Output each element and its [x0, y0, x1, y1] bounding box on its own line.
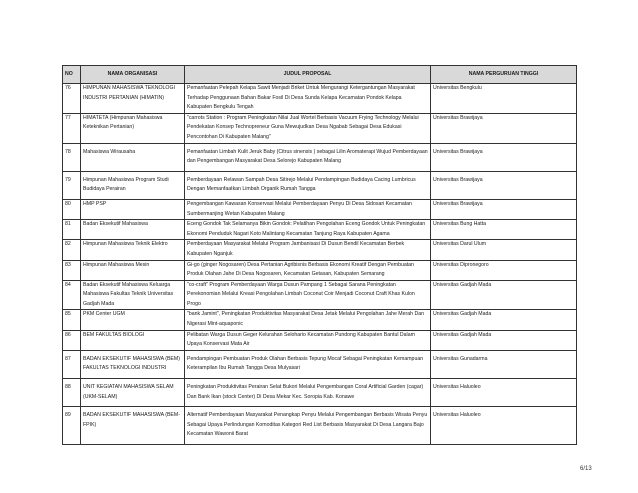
organization-name: BADAN EKSEKUTIF MAHASISWA (BEM-FPIK): [81, 407, 185, 445]
organization-name: UNIT KEGIATAN MAHASISWA SELAM (UKM-SELAM): [81, 379, 185, 407]
proposal-title: Pelibatan Warga Dusun Geger Kelurahan Selohario Kecamatan Pundong Kabupaten Bantul Dalam Upaya Konservasi Mata Air: [185, 330, 431, 350]
organization-name: PKM Center UGM: [81, 310, 185, 330]
university-name: Universitas Brawijaya: [431, 171, 577, 199]
university-name: Universitas Brawijaya: [431, 199, 577, 219]
row-number: 85: [63, 310, 81, 330]
proposal-title: Pendampingan Pembuatan Produk Olahan Berbasis Tepung Mocaf Sebagai Peningkatan Kemampuan Keterampilan Ibu Rumah Tangga Desa Mulyasari: [185, 350, 431, 378]
row-number: 82: [63, 240, 81, 260]
university-name: Universitas Bung Hatta: [431, 220, 577, 240]
table-row: [63, 199, 577, 219]
proposal-title: Alternatif Pemberdayaan Masyarakat Penangkap Penyu Melalui Pengembangan Berbasis Wisata Penyu Sebagai Upaya Perlindungan Komoditas Kategori Red List Berbasis Masyarakat Di Desa Langara Bajo Kecamatan Wawonii Barat: [185, 407, 431, 445]
row-number: 88: [63, 379, 81, 407]
university-name: Universitas Bengkulu: [431, 84, 577, 114]
proposal-title: "co-craft" Program Pemberdayaan Warga Dusun Pampang 1 Sebagai Sarana Peningkatan Perekonomian Melalui Kreasi Pengolahan Limbah Coconut Coir Menjadi Coconut Craft Khas Kulon Progo: [185, 280, 431, 310]
organization-name: HIMATETA (Himpunan Mahasiswa Keteknikan Pertanian): [81, 113, 185, 143]
university-name: Universitas Darul Ulum: [431, 240, 577, 260]
header-title: JUDUL PROPOSAL: [185, 66, 431, 84]
organization-name: Mahasiswa Wirausaha: [81, 143, 185, 171]
organization-name: HMP PSP: [81, 199, 185, 219]
university-name: Universitas Gadjah Mada: [431, 310, 577, 330]
table-row: [63, 407, 577, 445]
proposal-title: "carrots Station : Program Peningkatan Nilai Jual Wortel Berbasis Vacuum Frying Technology Melalui Pendekatan Konsep Technopreneur Guna Mewujudkan Desa Ngabab Sebagai Desa Edukasi Pencontohan Di Kabupaten Malang": [185, 113, 431, 143]
organization-name: Himpunan Mahasiswa Teknik Elektro: [81, 240, 185, 260]
proposal-table: [62, 65, 577, 445]
university-name: Universitas Gunadarma: [431, 350, 577, 378]
header-row: [63, 66, 577, 84]
table-row: [63, 330, 577, 350]
header-organization: NAMA ORGANISASI: [81, 66, 185, 84]
proposal-title: Pemanfaatan Pelepah Kelapa Sawit Menjadi Briket Untuk Mengurangi Ketergantungan Masyarakat Terhadap Penggunaan Bahan Bakar Fosil Di Desa Sunda Kelapa Kecamatan Pondok Kelapa Kabupaten Bengkulu Tengah: [185, 84, 431, 114]
proposal-title: Pengembangan Kawasan Konservasi Melalui Pemberdayaan Penyu Di Desa Sidosari Kecamatan Sumbermanjing Wetan Kabupaten Malang: [185, 199, 431, 219]
university-name: Universitas Dipronegoro: [431, 260, 577, 280]
proposal-title: Eceng Gondok Tak Selamanya Bikin Gondok: Pelatihan Pengolahan Eceng Gondok Untuk Peningkatan Ekonomi Penduduk Nagari Koto Malintang Kecamatan Tanjung Raya Kabupaten Agama: [185, 220, 431, 240]
proposal-title: Gi-go (ginger Nogosaren) Desa Pertanian Agribisnis Berbasis Ekonomi Kreatif Dengan Pembuatan Produk Olahan Jahe Di Desa Nogosaren, Kecamatan Getasan, Kabupaten Semarang: [185, 260, 431, 280]
table-row: [63, 260, 577, 280]
row-number: 87: [63, 350, 81, 378]
organization-name: BADAN EKSEKUTIF MAHASISWA (BEM) FAKULTAS TEKNOLOGI INDUSTRI: [81, 350, 185, 378]
table-row: [63, 84, 577, 114]
organization-name: HIMPUNAN MAHASISWA TEKNOLOGI INDUSTRI PERTANIAN (HIMATIN): [81, 84, 185, 114]
proposal-title: Pemanfaatan Limbah Kulit Jeruk Baby (Citrus sinensis ) sebagai Lilin Aromaterapi Wujud Pemberdayaan dan Pengembangan Masyarakat Desa Selorejo Kabupaten Malang: [185, 143, 431, 171]
university-name: Universitas Brawijaya: [431, 113, 577, 143]
organization-name: Badan Eksekutif Mahasiswa: [81, 220, 185, 240]
organization-name: BEM FAKULTAS BIOLOGI: [81, 330, 185, 350]
table-row: [63, 379, 577, 407]
organization-name: Badan Eksekutif Mahasiswa Keluarga Mahasiswa Fakultas Teknik Universitas Gadjah Mada: [81, 280, 185, 310]
table-row: [63, 280, 577, 310]
row-number: 86: [63, 330, 81, 350]
header-no: NO: [63, 66, 81, 84]
table-header: [63, 66, 577, 84]
university-name: Universitas Gadjah Mada: [431, 280, 577, 310]
row-number: 80: [63, 199, 81, 219]
table-row: [63, 240, 577, 260]
row-number: 77: [63, 113, 81, 143]
row-number: 89: [63, 407, 81, 445]
table-row: [63, 350, 577, 378]
row-number: 78: [63, 143, 81, 171]
table-row: [63, 310, 577, 330]
row-number: 76: [63, 84, 81, 114]
row-number: 84: [63, 280, 81, 310]
organization-name: Himpunan Mahasiswa Program Studi Budidaya Perairan: [81, 171, 185, 199]
proposal-title: Pemberdayaan Masyarakat Melalui Program Jambanisasi Di Dusun Bendil Kecamatan Berbek Kabupaten Nganjuk: [185, 240, 431, 260]
proposal-title: Peningkatan Produktivitas Perairan Selat Bukori Melalui Pengembangan Coral Artificial Garden (cagar) Dan Bank Ikan (stock Center) Di Desa Mekar Kec. Soropia Kab. Konawe: [185, 379, 431, 407]
university-name: Universitas Brawijaya: [431, 143, 577, 171]
table-row: [63, 220, 577, 240]
table-body: [63, 84, 577, 445]
university-name: Universitas Haluoleo: [431, 407, 577, 445]
organization-name: Himpunan Mahasiswa Mesin: [81, 260, 185, 280]
table-row: [63, 113, 577, 143]
university-name: Universitas Gadjah Mada: [431, 330, 577, 350]
row-number: 79: [63, 171, 81, 199]
table-row: [63, 143, 577, 171]
table-row: [63, 171, 577, 199]
proposal-title: "bank Jamint", Peningkatan Produktivitas Masyarakat Desa Jetak Melalui Pengolahan Jahe Merah Dan Nigerasi Mint-aquaponic: [185, 310, 431, 330]
row-number: 83: [63, 260, 81, 280]
row-number: 81: [63, 220, 81, 240]
university-name: Universitas Haluoleo: [431, 379, 577, 407]
proposal-title: Pemberdayaan Relawan Sampah Desa Sitirejo Melalui Pendampingan Budidaya Cacing Lumbricus Dengan Memanfaatkan Limbah Organik Rumah Tangga: [185, 171, 431, 199]
page-number: 6/13: [580, 466, 592, 472]
header-university: NAMA PERGURUAN TINGGI: [431, 66, 577, 84]
